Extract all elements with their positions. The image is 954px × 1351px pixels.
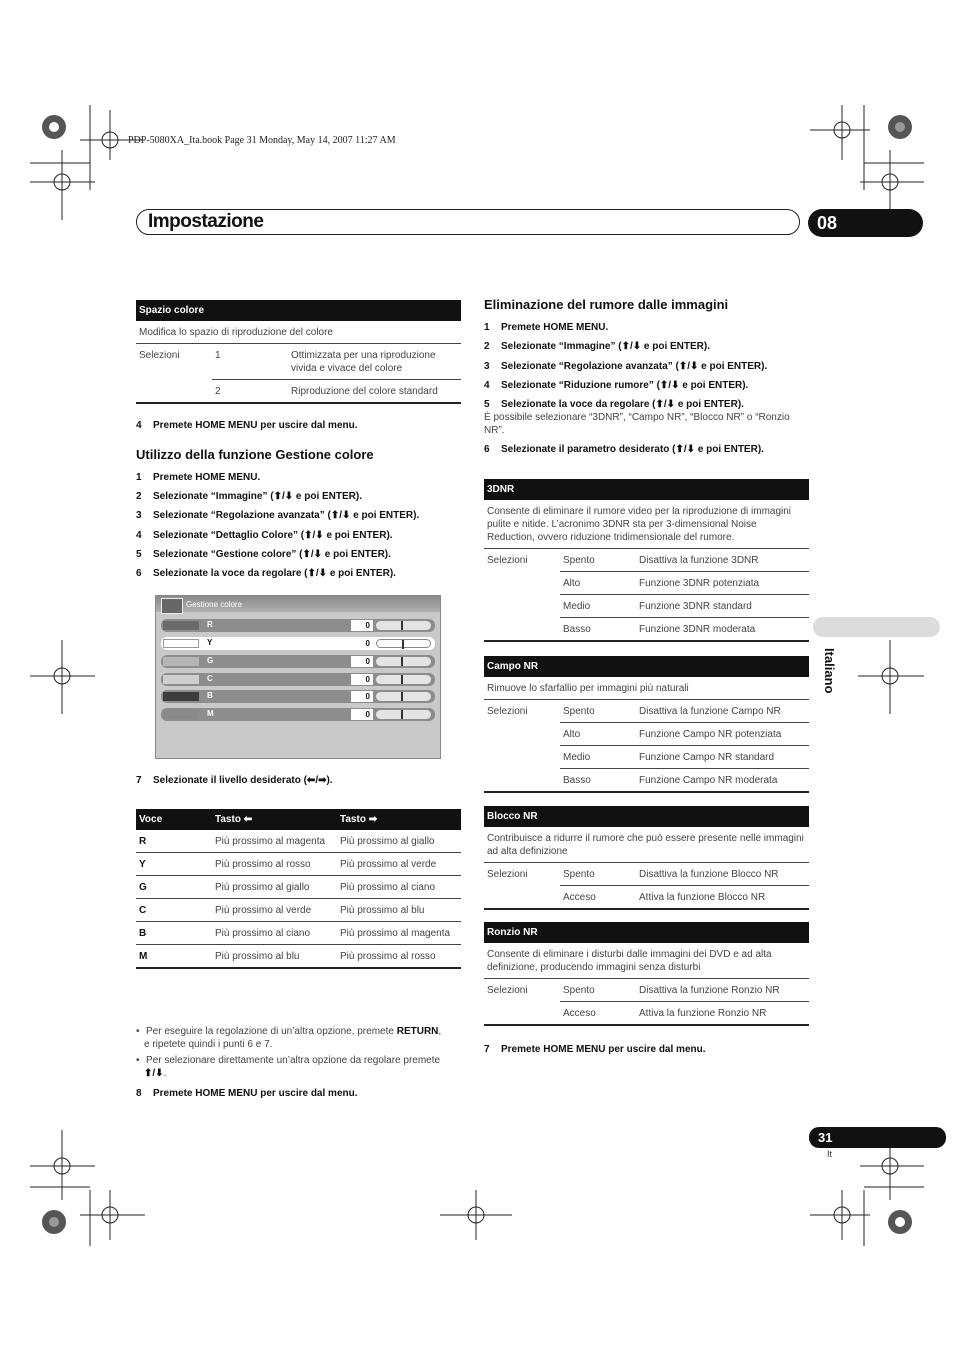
table-label: Selezioni <box>487 555 528 566</box>
table-header: Blocco NR <box>484 806 809 827</box>
option-key: Basso <box>563 775 591 786</box>
screen-title: Gestione colore <box>186 600 243 609</box>
color-slider <box>376 710 431 719</box>
registration-mark-icon <box>40 113 68 141</box>
color-label: B <box>207 691 213 700</box>
ronzio-nr-table <box>484 922 809 1026</box>
table-row: Y Più prossimo al rosso Più prossimo al verde <box>136 853 461 876</box>
color-swatch <box>163 639 199 648</box>
chapter-number: 08 <box>808 209 923 237</box>
page-language: It <box>827 1149 833 1159</box>
option-text: Disattiva la funzione Blocco NR <box>636 863 809 886</box>
step-item: 5 Selezionate la voce da regolare (⬆/⬇ e poi ENTER). <box>484 399 744 410</box>
color-slider <box>376 675 431 684</box>
color-label: G <box>207 656 214 665</box>
step-item: 1 Premete HOME MENU. <box>484 322 609 333</box>
bullet-item: • Per selezionare direttamente un’altra opzione da regolare premete ⬆/⬇. <box>136 1055 441 1079</box>
color-swatch <box>163 657 199 666</box>
option-key: Spento <box>560 863 636 886</box>
table-description: Consente di eliminare il rumore video per la riproduzione di immagini pulite e nitide. L’acronimo 3DNR sta per 3-dimensional Noise Reduction, ovvero riduzione tridimensionale del rumore. <box>484 500 809 549</box>
table-description: Modifica lo spazio di riproduzione del colore <box>136 321 461 344</box>
section-title: Utilizzo della funzione Gestione colore <box>136 447 374 462</box>
column-header: Tasto ⬅ <box>212 809 337 830</box>
color-value: 0 <box>351 709 373 720</box>
option-key: Acceso <box>563 892 596 903</box>
table-row: B Più prossimo al ciano Più prossimo al magenta <box>136 922 461 945</box>
option-text: Ottimizzata per una riproduzione vivida e vivace del colore <box>288 344 461 380</box>
option-key: Alto <box>560 572 636 595</box>
bullet-item: • Per eseguire la regolazione di un’altra opzione, premete RETURN, e ripetete quindi i punti 6 e 7. <box>136 1026 442 1050</box>
table-description: Rimuove lo sfarfallio per immagini più naturali <box>484 677 809 700</box>
gestione-colore-screen <box>155 595 441 759</box>
campo-nr-table <box>484 656 809 793</box>
color-slider <box>376 621 431 630</box>
step-item: 6 Selezionate la voce da regolare (⬆/⬇ e poi ENTER). <box>136 568 396 579</box>
color-label: C <box>207 674 213 683</box>
option-text: Funzione 3DNR potenziata <box>636 572 809 595</box>
color-label: M <box>207 709 214 718</box>
color-value: 0 <box>351 638 373 649</box>
color-row <box>161 690 435 703</box>
option-text: Attiva la funzione Ronzio NR <box>639 1008 767 1019</box>
color-row <box>161 708 435 721</box>
step-item: 2 Selezionate “Immagine” (⬆/⬇ e poi ENTER). <box>484 341 711 352</box>
table-description: Consente di eliminare i disturbi dalle immagini dei DVD e ad alta definizione, producendo immagini senza disturbi <box>484 943 809 979</box>
table-label: Selezioni <box>487 985 528 996</box>
option-key: Spento <box>560 700 636 723</box>
step-item: 4 Selezionate “Riduzione rumore” (⬆/⬇ e poi ENTER). <box>484 380 749 391</box>
table-row: G Più prossimo al giallo Più prossimo al ciano <box>136 876 461 899</box>
color-label: R <box>207 620 213 629</box>
color-row <box>161 673 435 686</box>
section-title: Eliminazione del rumore dalle immagini <box>484 297 729 312</box>
registration-mark-icon <box>886 1208 914 1236</box>
option-key: Alto <box>560 723 636 746</box>
option-text: Funzione Campo NR potenziata <box>636 723 809 746</box>
column-header: Tasto ➡ <box>337 809 461 830</box>
step-item: 8 Premete HOME MENU per uscire dal menu. <box>136 1088 358 1099</box>
option-text: Funzione 3DNR moderata <box>639 624 756 635</box>
color-slider <box>376 657 431 666</box>
table-row: M Più prossimo al blu Più prossimo al rosso <box>139 951 436 962</box>
step-item: 5 Selezionate “Gestione colore” (⬆/⬇ e poi ENTER). <box>136 549 391 560</box>
step-item: 7 Selezionate il livello desiderato (⬅/➡). <box>136 775 333 786</box>
blocco-nr-table <box>484 806 809 910</box>
option-text: Funzione Campo NR moderata <box>639 775 778 786</box>
color-swatch <box>163 621 199 630</box>
option-key: Medio <box>560 746 636 769</box>
column-header: Voce <box>136 809 212 830</box>
table-label: Selezioni <box>487 706 528 717</box>
page-number: 31 <box>809 1127 946 1148</box>
book-info-line: PDP-5080XA_Ita.book Page 31 Monday, May 14, 2007 11:27 AM <box>128 135 396 146</box>
option-text: Funzione 3DNR standard <box>636 595 809 618</box>
menu-icon <box>161 598 183 614</box>
option-key: Acceso <box>563 1008 596 1019</box>
option-key: Medio <box>560 595 636 618</box>
option-text: Disattiva la funzione Ronzio NR <box>636 979 809 1002</box>
language-label: Italiano <box>822 648 837 694</box>
step-item: 3 Selezionate “Regolazione avanzata” (⬆/⬇ e poi ENTER). <box>484 361 768 372</box>
step-item: 7 Premete HOME MENU per uscire dal menu. <box>484 1044 706 1055</box>
option-text: Disattiva la funzione 3DNR <box>636 549 809 572</box>
step-item: 6 Selezionate il parametro desiderato (⬆/⬇ e poi ENTER). <box>484 444 764 455</box>
color-swatch <box>163 692 199 701</box>
table-header: Ronzio NR <box>484 922 809 943</box>
step-note: È possibile selezionare “3DNR”, “Campo NR”, “Blocco NR” o “Ronzio NR”. <box>484 412 790 436</box>
step-item: 2 Selezionate “Immagine” (⬆/⬇ e poi ENTER). <box>136 491 363 502</box>
step-item: 4 Selezionate “Dettaglio Colore” (⬆/⬇ e poi ENTER). <box>136 530 393 541</box>
registration-mark-icon <box>886 113 914 141</box>
option-key: Basso <box>563 624 591 635</box>
color-label: Y <box>207 638 213 647</box>
table-row: C Più prossimo al verde Più prossimo al blu <box>136 899 461 922</box>
step-item: 4 Premete HOME MENU per uscire dal menu. <box>136 420 358 431</box>
step-item: 3 Selezionate “Regolazione avanzata” (⬆/⬇ e poi ENTER). <box>136 510 420 521</box>
color-slider <box>376 692 431 701</box>
spazio-colore-table <box>136 300 461 404</box>
registration-mark-icon <box>40 1208 68 1236</box>
language-tab <box>813 617 940 637</box>
table-header: 3DNR <box>484 479 809 500</box>
option-key: Spento <box>560 979 636 1002</box>
color-row <box>161 619 435 632</box>
option-key: Spento <box>560 549 636 572</box>
color-row <box>161 655 435 668</box>
step-item: 1 Premete HOME MENU. <box>136 472 261 483</box>
option-text: Disattiva la funzione Campo NR <box>636 700 809 723</box>
color-value: 0 <box>351 656 373 667</box>
page-title: Impostazione <box>148 211 264 232</box>
color-value: 0 <box>351 691 373 702</box>
table-description: Contribuisce a ridurre il rumore che può essere presente nelle immagini ad alta definizione <box>484 827 809 863</box>
option-text: Riproduzione del colore standard <box>291 386 438 397</box>
3dnr-table <box>484 479 809 642</box>
table-header: Campo NR <box>484 656 809 677</box>
option-key: 2 <box>215 386 221 397</box>
option-text: Funzione Campo NR standard <box>636 746 809 769</box>
color-value: 0 <box>351 620 373 631</box>
color-value: 0 <box>351 674 373 685</box>
option-key: 1 <box>212 344 288 380</box>
table-header: Spazio colore <box>136 300 461 321</box>
color-swatch <box>163 710 199 719</box>
table-label: Selezioni <box>139 350 180 361</box>
table-label: Selezioni <box>487 869 528 880</box>
color-slider <box>376 639 431 648</box>
option-text: Attiva la funzione Blocco NR <box>639 892 766 903</box>
table-row: R Più prossimo al magenta Più prossimo al giallo <box>136 830 461 853</box>
voce-table <box>136 809 461 969</box>
screen-header <box>156 596 440 612</box>
color-swatch <box>163 675 199 684</box>
color-row-selected <box>161 637 435 650</box>
